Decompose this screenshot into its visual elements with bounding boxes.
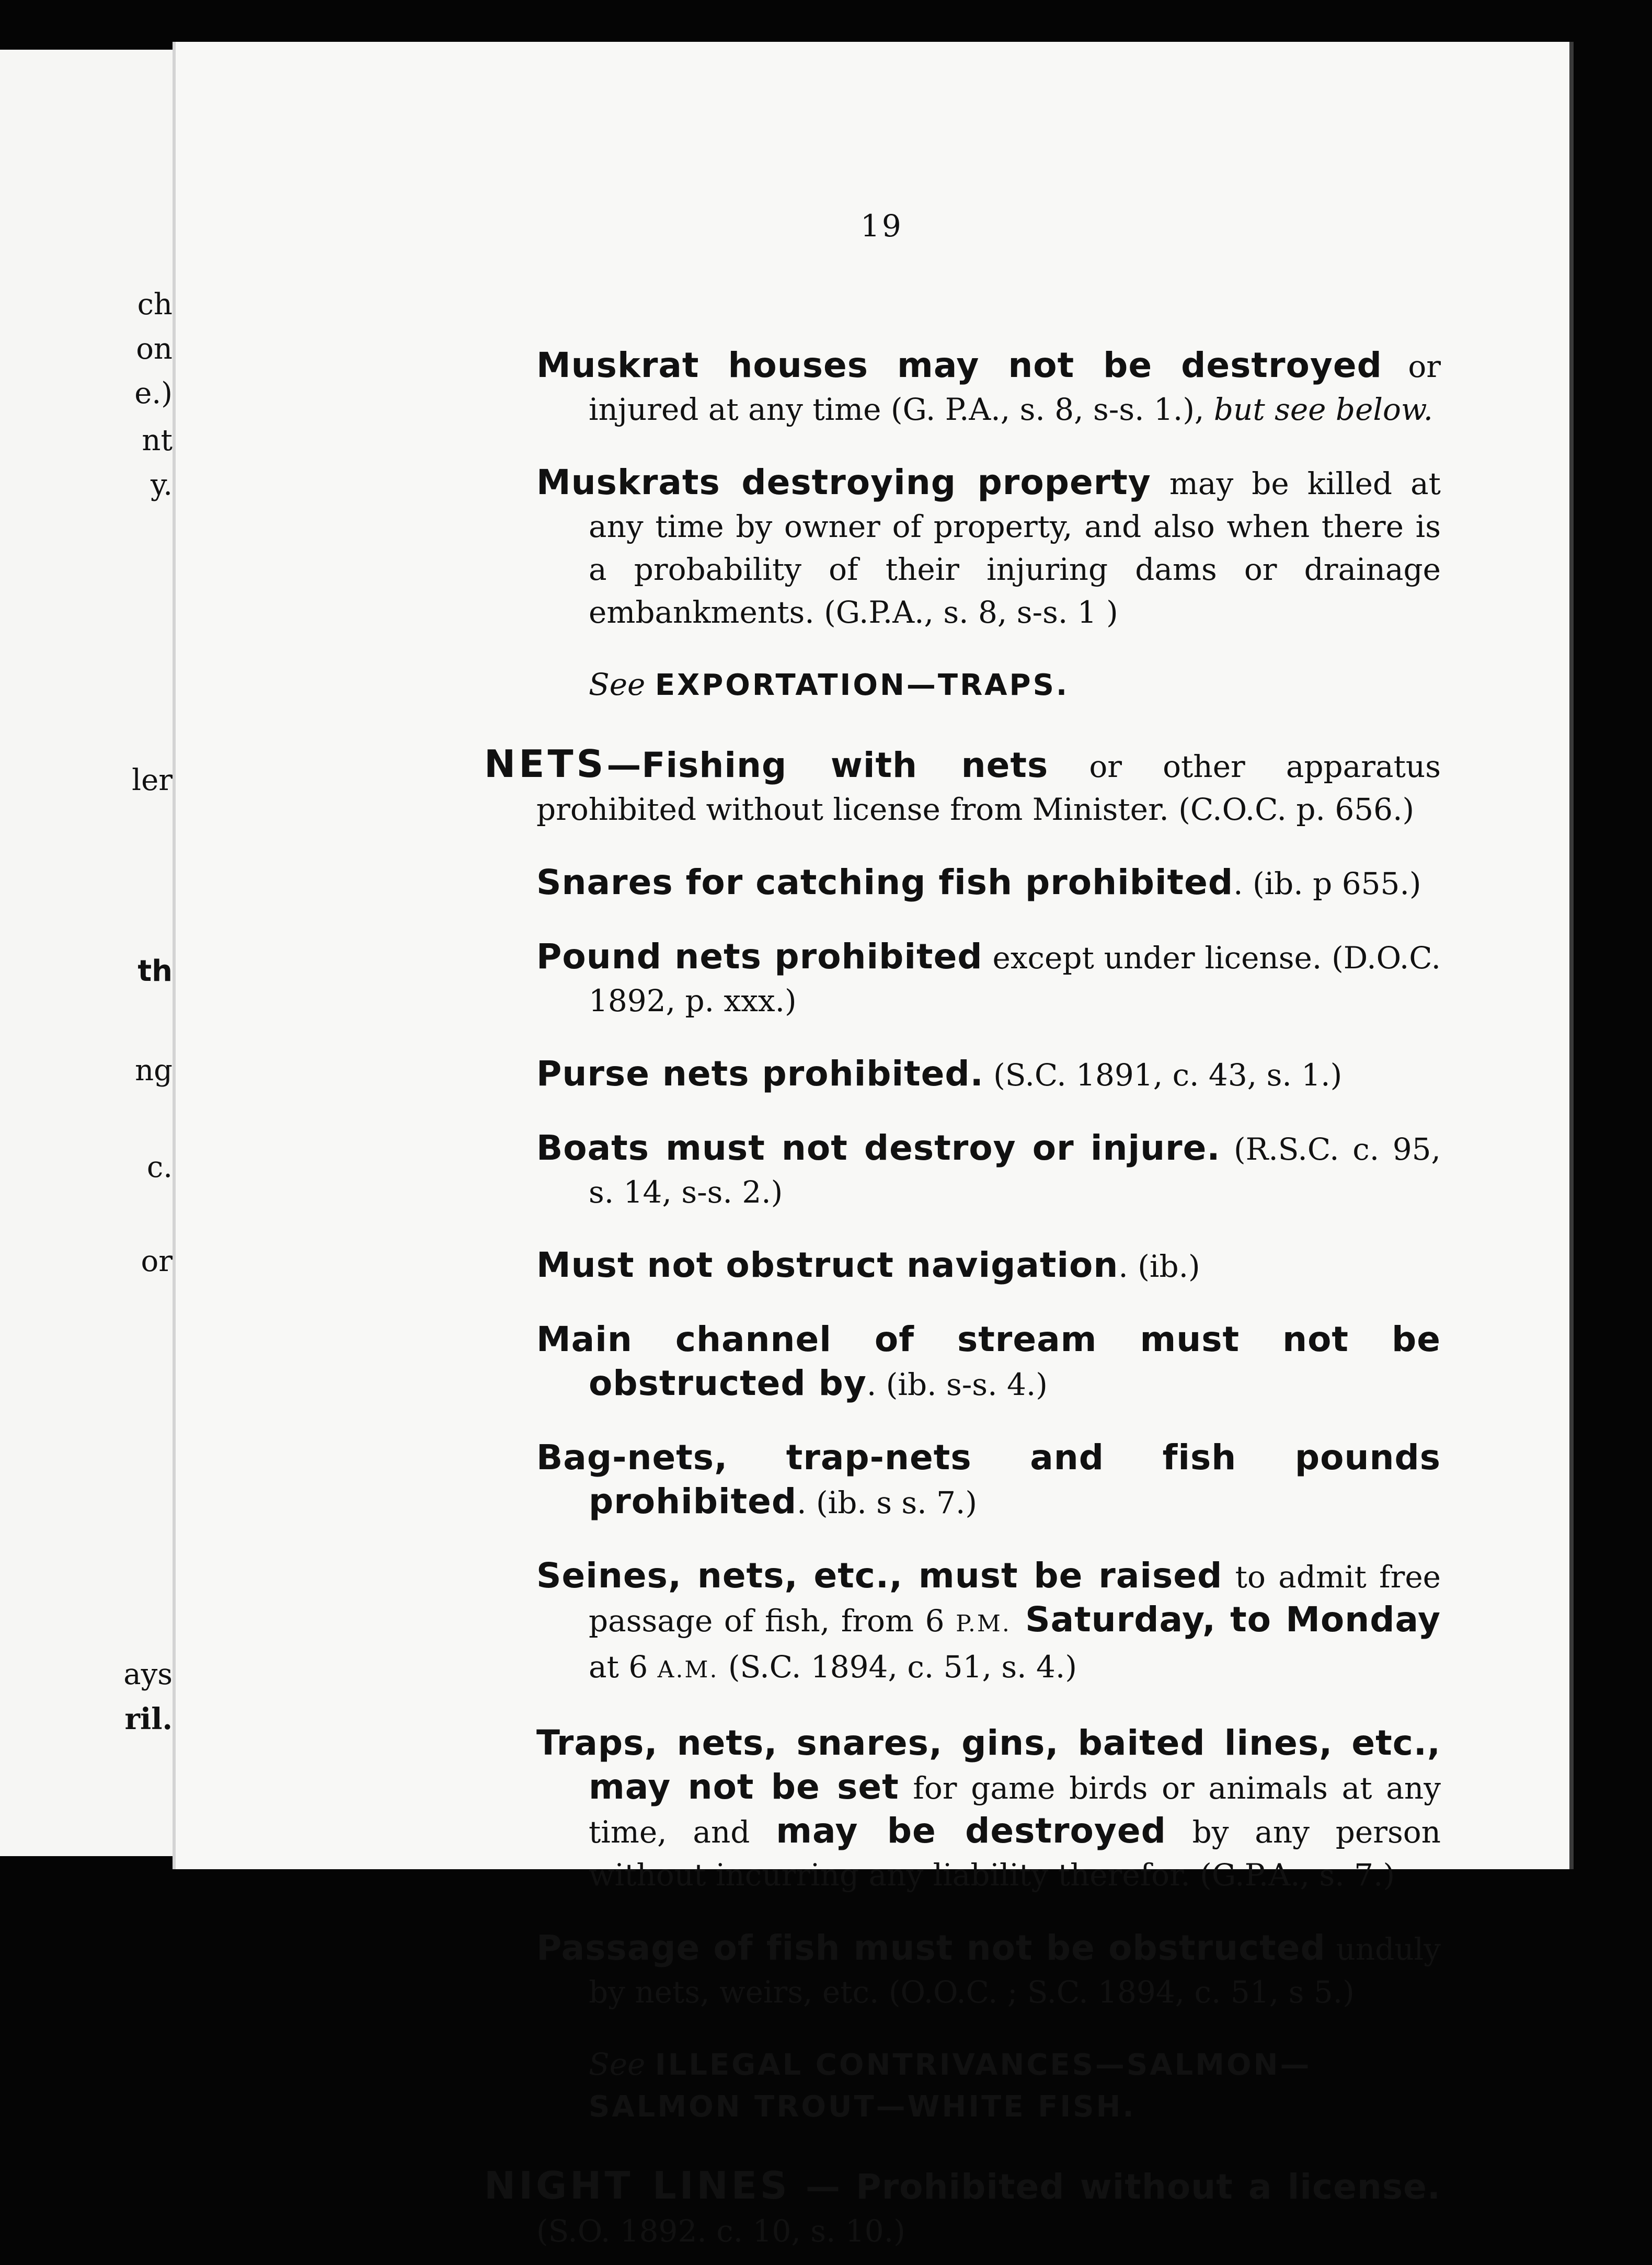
entry-passage	[536, 1927, 1441, 2014]
see-label: See	[589, 667, 646, 702]
entry-text: for game birds or animals at any time, and	[589, 1770, 1441, 1850]
left-fragment: e.)	[134, 376, 173, 410]
entry-text: to admit free passage of fish, from 6	[589, 1559, 1441, 1639]
entry-text: may be killed at any time by owner of property, and also when there is a probability of their injuring dams or drainage embankments. (G.P.A., s. 8, s-s. 1 )	[589, 466, 1441, 630]
entry-heading: Purse nets prohibited.	[536, 1054, 984, 1094]
entry-text: (R.S.C. c. 95, s. 14, s-s. 2.)	[589, 1131, 1441, 1210]
entry-text: . (ib. s s. 7.)	[797, 1485, 978, 1520]
entry-traps	[536, 1722, 1441, 1896]
entry-heading: Must not obstruct navigation	[536, 1245, 1119, 1285]
entry-heading: Bag-nets, trap-nets and fish pounds prohibited	[536, 1437, 1441, 1522]
entry-muskrats-destroying	[536, 461, 1441, 634]
left-fragment: ler	[132, 763, 173, 797]
left-fragment: ril.	[124, 1702, 173, 1736]
entry-night-lines	[484, 2164, 1441, 2252]
entry-seines	[536, 1554, 1441, 1691]
entry-main-channel	[536, 1318, 1441, 1406]
entry-text-2: at 6	[589, 1649, 658, 1685]
entry-note: but see below.	[1213, 392, 1433, 427]
entry-pound-nets	[536, 935, 1441, 1022]
entry-heading: Muskrat houses may not be destroyed	[536, 345, 1382, 385]
entry-heading: —Fishing with nets	[606, 745, 1049, 785]
left-fragment: nt	[142, 424, 173, 457]
left-fragment: ch	[137, 288, 173, 322]
entry-heading: Main channel of stream must not be obstructed by	[536, 1319, 1441, 1403]
left-fragment: th	[137, 954, 173, 988]
cross-reference	[589, 2044, 1441, 2127]
entry-heading: Traps, nets, snares, gins, baited lines, etc., may not be set	[536, 1723, 1441, 1807]
entry-text: unduly by nets, weirs, etc. (O.O.C. ; S.C. 1894, c. 51, s 5.)	[589, 1931, 1441, 2010]
time-pm: P.M.	[956, 1610, 1011, 1637]
entry-text: or other apparatus prohibited without license from Minister. (C.O.C. p. 656.)	[536, 749, 1441, 827]
page-number: 19	[861, 208, 903, 244]
entry-snares	[536, 861, 1441, 905]
left-fragment: on	[136, 332, 173, 366]
entry-text: (S.C. 1891, c. 43, s. 1.)	[983, 1057, 1343, 1093]
entry-text: (S.O. 1892. c. 10, s. 10.)	[536, 2213, 905, 2249]
left-fragment: c.	[146, 1150, 173, 1184]
entry-muskrat-houses	[536, 344, 1441, 431]
entry-purse-nets	[536, 1053, 1441, 1096]
entry-bag-nets	[536, 1436, 1441, 1524]
entry-heading: Pound nets prohibited	[536, 936, 983, 977]
entry-heading-2: Saturday, to Monday	[1011, 1599, 1441, 1640]
entry-heading: Boats must not destroy or injure.	[536, 1128, 1221, 1168]
entries	[176, 314, 1441, 2265]
entry-heading: Passage of fish must not be obstructed	[536, 1928, 1326, 1968]
entry-text: or injured at any time (G. P.A., s. 8, s-s. 1.),	[589, 349, 1441, 427]
entry-heading: Muskrats destroying property	[536, 462, 1151, 502]
entry-heading-2: may be destroyed	[776, 1811, 1166, 1851]
headword: NETS	[484, 742, 607, 786]
entry-heading: Seines, nets, etc., must be raised	[536, 1555, 1223, 1596]
entry-boats	[536, 1127, 1441, 1214]
left-fragment: y.	[151, 468, 173, 502]
see-targets: EXPORTATION—TRAPS.	[655, 668, 1070, 702]
see-label: See	[589, 2046, 646, 2082]
entry-text: . (ib.)	[1118, 1249, 1200, 1284]
entry-text: except under license. (D.O.C. 1892, p. xxx.)	[589, 940, 1441, 1019]
entry-text: . (ib. p 655.)	[1233, 866, 1421, 901]
left-fragment: ng	[135, 1054, 173, 1088]
entry-nets	[484, 742, 1441, 831]
cross-reference	[589, 664, 1441, 706]
see-targets: ILLEGAL CONTRIVANCES—SALMON—SALMON TROUT—WHITE FISH.	[589, 2048, 1312, 2124]
entry-text: . (ib. s-s. 4.)	[866, 1367, 1048, 1402]
left-page-edge	[0, 50, 180, 1856]
left-fragment: ays	[123, 1657, 173, 1691]
headword: NIGHT LINES	[484, 2164, 790, 2207]
right-page	[173, 42, 1574, 2249]
entry-heading: Snares for catching fish prohibited	[536, 862, 1234, 902]
entry-navigation	[536, 1244, 1441, 1288]
entry-text-3: (S.C. 1894, c. 51, s. 4.)	[718, 1649, 1077, 1685]
entry-heading: — Prohibited without a license.	[790, 2167, 1441, 2207]
time-am: A.M.	[657, 1656, 719, 1683]
left-fragment: or	[141, 1244, 173, 1278]
entry-text-2: by any person without incurring any liability therefor. (G.P.A., s. 7.)	[589, 1814, 1441, 1893]
